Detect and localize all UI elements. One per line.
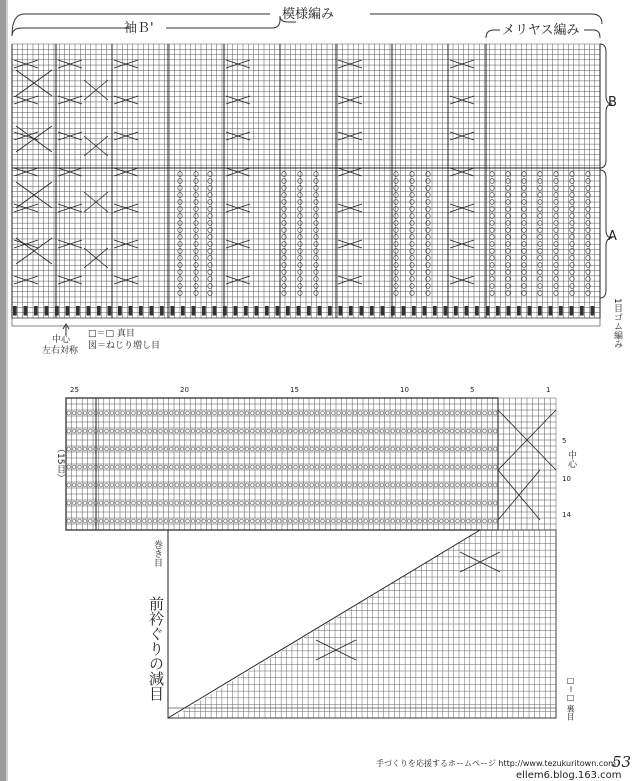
front-neck-title: 前衿ぐりの減目	[147, 596, 165, 701]
section-b-label: B	[608, 95, 617, 110]
legend-knit: □＝□ 真目	[88, 329, 135, 339]
bottom-center-label: 中心	[566, 450, 576, 468]
row-number: 14	[562, 511, 571, 519]
column-number: 10	[400, 386, 409, 394]
stitch-count-label: （15目）	[55, 444, 65, 483]
footer-text: 手づくりを応援するホームページ http://www.tezukuritown.com	[376, 759, 616, 768]
page-number: 53	[612, 753, 632, 771]
rib-label: 1目ゴム編み	[612, 298, 622, 349]
row-number: 10	[562, 475, 571, 483]
section-a-label: A	[608, 229, 617, 244]
column-number: 1	[546, 386, 551, 394]
cast-on-label: 巻き目	[152, 540, 162, 567]
column-number: 20	[180, 386, 189, 394]
column-number: 15	[290, 386, 299, 394]
sleeve-label: 袖Ｂ'	[124, 21, 154, 36]
column-number: 25	[70, 386, 79, 394]
center-label: 中心	[52, 335, 71, 345]
stockinette-label: メリヤス編み	[502, 23, 580, 38]
legend-twist: 図＝ねじり増し目	[88, 341, 161, 351]
watermark: ellem6.blog.163.com	[516, 770, 622, 781]
column-number: 5	[470, 386, 475, 394]
symmetric-label: 左右対称	[42, 346, 79, 356]
pattern-label: 模様編み	[282, 7, 335, 22]
bottom-legend: □＝□ 裏目	[566, 676, 575, 721]
row-number: 5	[562, 437, 567, 445]
